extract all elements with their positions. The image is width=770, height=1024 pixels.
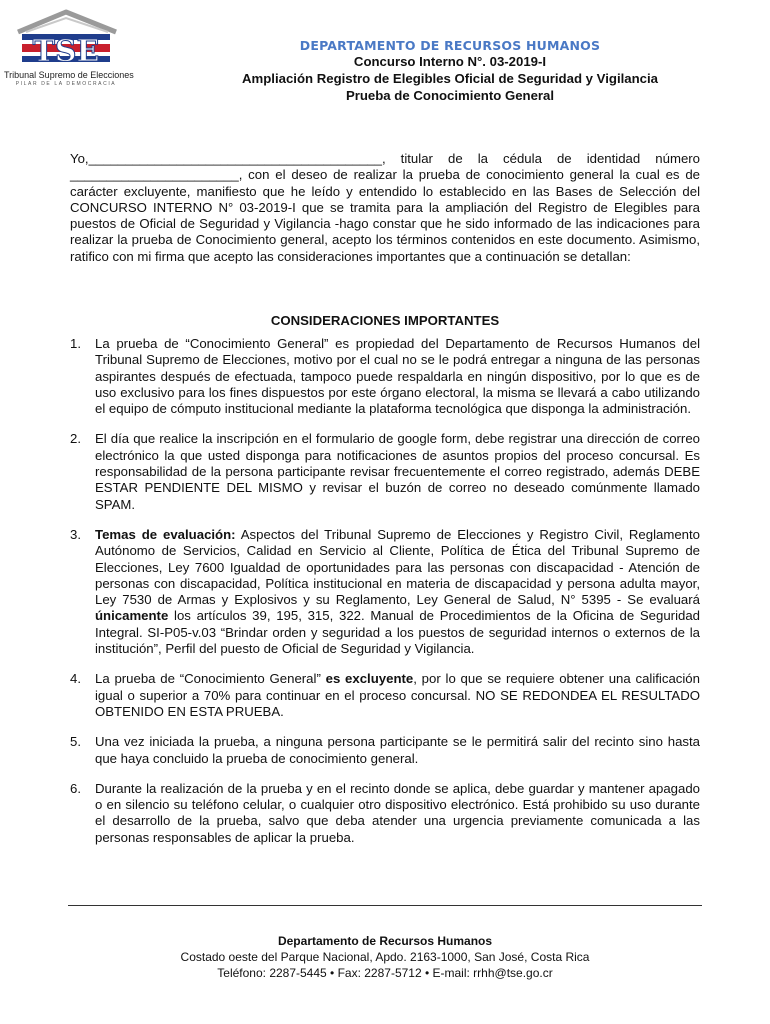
list-item <box>70 734 700 767</box>
test-name: Prueba de Conocimiento General <box>345 88 555 103</box>
item-text: La prueba de “Conocimiento General” es propiedad del Departamento de Recursos Humanos del Tribunal Supremo de Elecciones, motivo por el cual no se le podrá entregar a ninguna de las personas aspirantes después de efectuada, tampoco puede respaldarla en ningún dispositivo, por lo que es de uso exclusivo para los fines dispuestos por este órgano electoral, la misma se llevará a cabo utilizando el equipo de cómputo institucional mediante la plataforma tecnológica que disponga la administración. <box>95 336 700 417</box>
footer-department: Departamento de Recursos Humanos <box>277 934 493 948</box>
item-number: 3. <box>70 526 81 542</box>
item-text <box>95 671 700 720</box>
department-title: DEPARTAMENTO DE RECURSOS HUMANOS <box>299 38 601 53</box>
item-text-part: , por lo que se requiere obtener una calificación igual o superior a 70% para continuar en el proceso concursal. NO SE REDONDEA EL RESULTADO OBTENIDO EN ESTA PRUEBA. <box>95 671 700 719</box>
footer <box>70 933 700 981</box>
item-number: 2. <box>70 431 81 447</box>
item-text: Una vez iniciada la prueba, a ninguna persona participante se le permitirá salir del recinto sino hasta que haya concluido la prueba de conocimiento general. <box>95 734 700 766</box>
document-header <box>130 38 770 104</box>
item-bold-emphasis: es excluyente <box>325 671 414 687</box>
considerations-list <box>70 336 700 860</box>
tse-emblem <box>4 6 128 70</box>
item-number: 6. <box>70 780 81 796</box>
footer-divider <box>68 905 702 906</box>
item-text-part: los artículos 39, 195, 315, 322. Manual de Procedimientos de la Oficina de Seguridad Integral. SI-P05-v.03 “Brindar orden y seguridad a los puestos de seguridad internos o externos de la institución”, Perfil del puesto de Oficial de Seguridad y Vigilancia. <box>95 608 700 657</box>
item-text: Durante la realización de la prueba y en el recinto donde se aplica, debe guardar y mantener apagado o en silencio su teléfono celular, o cualquier otro dispositivo electrónico. Está prohibido su uso durante el desarrollo de la prueba, salvo que deba atender una urgencia previamente comunicada a las personas responsables de aplicar la prueba. <box>95 780 700 845</box>
logo-subcaption: PILAR DE LA DEMOCRACIA <box>15 81 117 87</box>
list-item <box>70 431 700 512</box>
list-item <box>70 781 700 846</box>
item-text-part: La prueba de “Conocimiento General” <box>95 671 326 687</box>
logo-caption: Tribunal Supremo de Elecciones <box>4 70 134 80</box>
list-item <box>70 671 700 720</box>
item-number: 1. <box>70 336 81 351</box>
item-bold-emphasis: únicamente <box>95 608 169 624</box>
intro-paragraph: Yo,________________________________________, titular de la cédula de identidad número _______________________, con el deseo de realizar la prueba de conocimiento general la cual es de carácter excluyente, manifiesto que he leído y entendido lo establecido en las Bases de Selección del CONCURSO INTERNO N° 03-2019-I que se tramita para la ampliación del Registro de Elegibles para puestos de Oficial de Seguridad y Vigilancia -hago constar que he sido informado de las indicaciones para realizar la prueba de Conocimiento general, acepto los términos contenidos en este documento. Asimismo, ratifico con mi firma que acepto las consideraciones importantes que a continuación se detallan: <box>70 151 700 264</box>
contest-subject: Ampliación Registro de Elegibles Oficial de Seguridad y Vigilancia <box>241 71 658 86</box>
item-text: El día que realice la inscripción en el formulario de google form, debe registrar una dirección de correo electrónico la que usted disponga para notificaciones de asuntos propios del proceso concursal. Es responsabilidad de la persona participante revisar frecuentemente el correo registrado, además DEBE ESTAR PENDIENTE DEL MISMO y revisar el buzón de correo no deseado comúnmente llamado SPAM. <box>95 431 700 512</box>
section-title: CONSIDERACIONES IMPORTANTES <box>270 313 500 328</box>
tse-logo <box>4 6 134 90</box>
svg-text:TSE: TSE <box>32 34 100 69</box>
contest-number: Concurso Interno N°. 03-2019-I <box>353 54 547 69</box>
item-bold-lead: Temas de evaluación: <box>95 526 236 542</box>
list-item <box>70 527 700 657</box>
list-item <box>70 336 700 417</box>
item-text-part: Aspectos del Tribunal Supremo de Elecciones y Registro Civil, Reglamento Autónomo de Servicios, Calidad en Servicio al Cliente, Política de Ética del Tribunal Supremo de Elecciones, Ley 7600 Igualdad de oportunidades para las personas con discapacidad - Atención de personas con discapacidad, Política institucional en materia de discapacidad y persona adulta mayor, Ley 7530 de Armas y Explosivos y su Reglamento, Ley General de Salud, N° 5395 - Se evaluará <box>95 526 700 608</box>
item-text <box>95 527 700 657</box>
item-number: 5. <box>70 734 81 750</box>
footer-contact: Teléfono: 2287-5445 • Fax: 2287-5712 • E-mail: rrhh@tse.go.cr <box>217 966 553 980</box>
footer-address: Costado oeste del Parque Nacional, Apdo. 2163-1000, San José, Costa Rica <box>180 950 590 964</box>
item-number: 4. <box>70 671 81 687</box>
